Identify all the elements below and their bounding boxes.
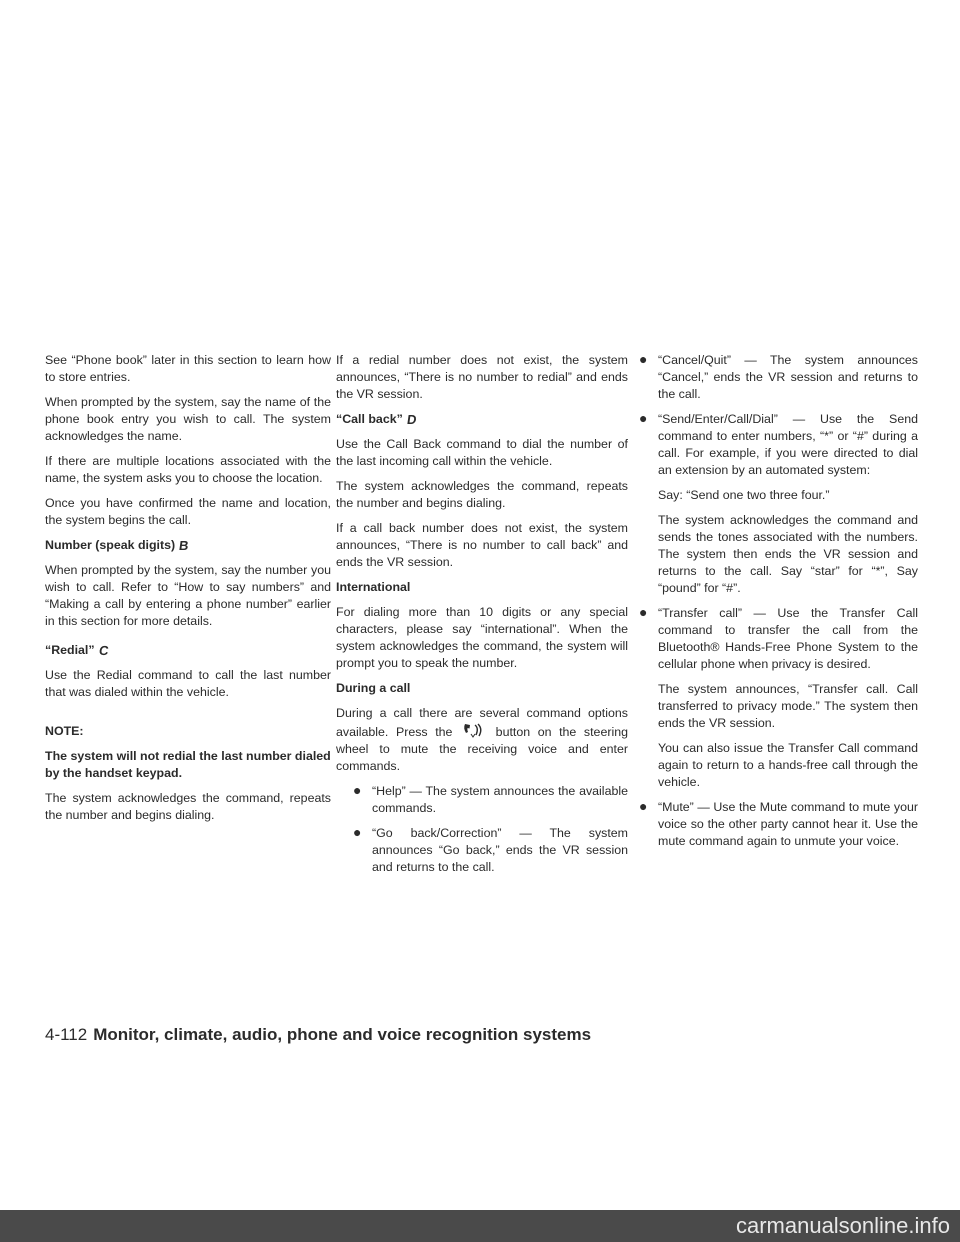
list-item — [638, 605, 918, 673]
heading-redial — [45, 642, 331, 659]
paragraph: Use the Call Back command to dial the number of the last incoming call within the vehicle. — [336, 437, 628, 468]
list-item-text: “Send/Enter/Call/Dial” — Use the Send command to enter numbers, “*” or “#” during a call. For example, if you were directed to dial an extension by an automated system: — [658, 412, 918, 477]
bullet-icon: ● — [353, 782, 362, 798]
heading-text: “Call back” — [336, 412, 403, 426]
heading-during-a-call: During a call — [336, 681, 411, 695]
column-3 — [638, 352, 918, 858]
paragraph: If a call back number does not exist, the system announces, “There is no number to call back” and ends the VR session. — [336, 521, 628, 569]
heading-text: “Redial” — [45, 643, 95, 657]
paragraph: Once you have confirmed the name and location, the system begins the call. — [45, 496, 331, 527]
indented-text: Say: “Send one two three four.” — [658, 488, 830, 502]
list-item — [352, 783, 628, 817]
section-title: Monitor, climate, audio, phone and voice recognition systems — [93, 1025, 592, 1044]
page-number: 4-112 — [45, 1025, 88, 1044]
paragraph: The system acknowledges the command, repeats the number and begins dialing. — [45, 791, 331, 822]
bullet-icon: ● — [639, 604, 648, 620]
paragraph: When prompted by the system, say the name of the phone book entry you wish to call. The system acknowledges the name. — [45, 395, 331, 443]
page-footer — [45, 1026, 591, 1043]
column-2 — [336, 352, 628, 884]
list-item — [352, 825, 628, 876]
indented-text: The system acknowledges the command and sends the tones associated with the numbers. The system then ends the VR session and returns to the call. Say “star” for “*”, Say “pound” for “#”. — [658, 513, 918, 595]
paragraph: If a redial number does not exist, the system announces, “There is no number to redial” and ends the VR session. — [336, 353, 628, 401]
watermark: carmanualsonline.info — [0, 1210, 960, 1242]
callout-c-icon: C — [97, 643, 110, 658]
paragraph: For dialing more than 10 digits or any special characters, please say “international”. When the system acknowledges the command, the system will prompt you to speak the number. — [336, 605, 628, 670]
list-item-text: “Mute” — Use the Mute command to mute your voice so the other party cannot hear it. Use the mute command again to unmute your voice. — [658, 800, 918, 848]
heading-call-back — [336, 411, 628, 428]
heading-text: Number (speak digits) — [45, 538, 176, 552]
bullet-icon: ● — [639, 798, 648, 814]
steering-phone-voice-icon — [462, 722, 484, 739]
indented-text: You can also issue the Transfer Call command again to return to a hands-free call through the vehicle. — [658, 741, 918, 789]
bullet-icon: ● — [639, 410, 648, 426]
bullet-icon: ● — [639, 351, 648, 367]
list-item — [638, 799, 918, 850]
paragraph: Use the Redial command to call the last number that was dialed within the vehicle. — [45, 668, 331, 699]
column-1 — [45, 352, 331, 832]
list-item-text: “Cancel/Quit” — The system announces “Cancel,” ends the VR session and returns to the call. — [658, 353, 918, 401]
paragraph: If there are multiple locations associated with the name, the system asks you to choose the location. — [45, 454, 331, 485]
text-segment: During a call there are several command options available. Press the — [336, 706, 628, 739]
indented-text: The system announces, “Transfer call. Call transferred to privacy mode.” The system then ends the VR session. — [658, 682, 918, 730]
list-item-text: “Help” — The system announces the available commands. — [372, 784, 628, 815]
callout-d-icon: D — [405, 412, 418, 427]
heading-number-speak-digits — [45, 537, 331, 554]
callout-b-icon: B — [178, 538, 190, 553]
paragraph-during-call — [336, 705, 628, 775]
bullet-icon: ● — [353, 824, 362, 840]
note-title: NOTE: — [45, 724, 84, 738]
note-text: The system will not redial the last number dialed by the handset keypad. — [45, 749, 331, 780]
heading-international: International — [336, 580, 411, 594]
list-item-text: “Transfer call” — Use the Transfer Call command to transfer the call from the Bluetooth® Hands-Free Phone System to the cellular phone when privacy is desired. — [658, 606, 918, 671]
text-segment: button on the steering wheel to mute the receiving voice and enter commands. — [336, 725, 628, 773]
list-item — [638, 411, 918, 479]
paragraph: The system acknowledges the command, repeats the number and begins dialing. — [336, 479, 628, 510]
list-item-text: “Go back/Correction” — The system announces “Go back,” ends the VR session and returns to the call. — [372, 826, 628, 874]
paragraph: When prompted by the system, say the number you wish to call. Refer to “How to say numbers” and “Making a call by entering a phone number” earlier in this section for more details. — [45, 563, 331, 628]
list-item — [638, 352, 918, 403]
paragraph: See “Phone book” later in this section to learn how to store entries. — [45, 353, 331, 384]
